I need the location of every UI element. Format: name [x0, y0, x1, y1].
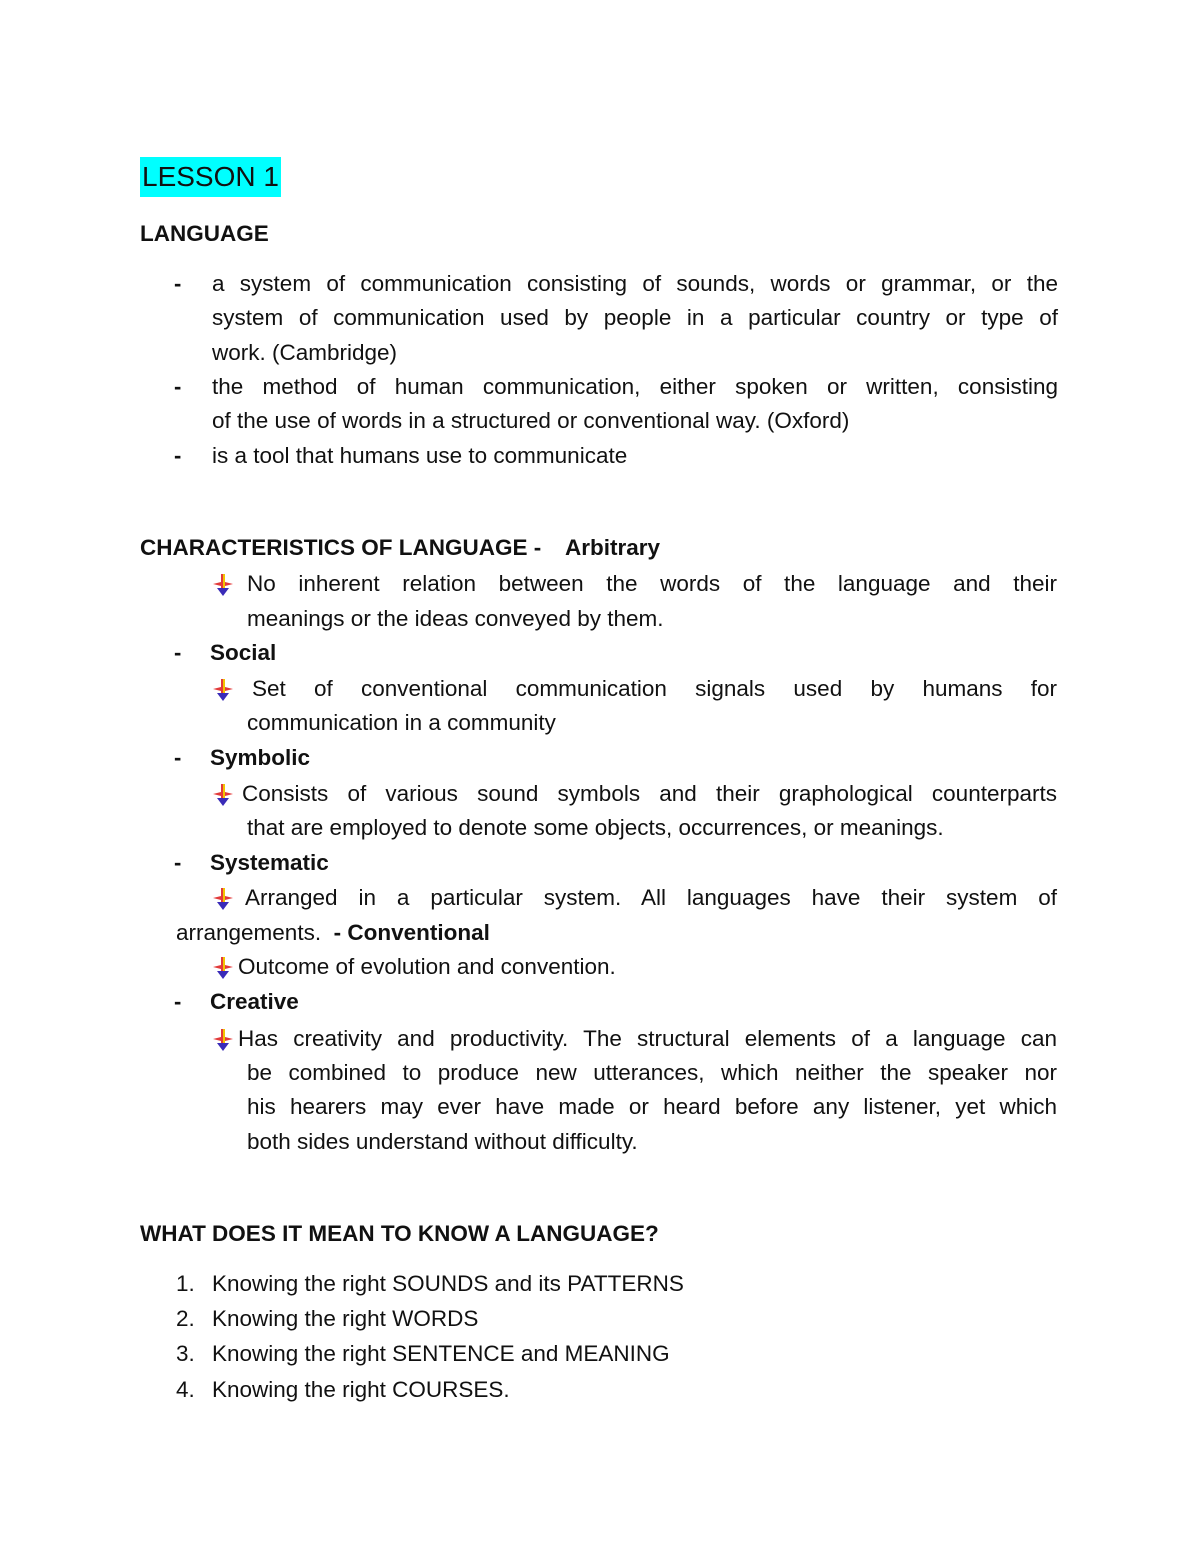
- list-number: 2.: [176, 1306, 195, 1331]
- social-line-1: Set of conventional communication signals used by humans for: [252, 676, 1057, 701]
- creative-line-4: both sides understand without difficulty.: [247, 1129, 638, 1154]
- list-number: 3.: [176, 1341, 195, 1366]
- characteristic-dash: -: [174, 745, 182, 770]
- arbitrary-line-1: No inherent relation between the words of the language and their: [247, 571, 1057, 596]
- definition-1-line-1: a system of communication consisting of sounds, words or grammar, or the: [212, 271, 1058, 296]
- definition-1-line-3: work. (Cambridge): [212, 340, 398, 365]
- characteristic-dash: -: [174, 640, 182, 665]
- definition-2-line-2: of the use of words in a structured or conventional way. (Oxford): [212, 408, 850, 433]
- characteristic-dash: -: [174, 850, 182, 875]
- list-item-text: Knowing the right WORDS: [212, 1306, 479, 1331]
- arrow-bullet-icon: [212, 573, 234, 597]
- definition-1-line-2: system of communication used by people in a particular country or type of: [212, 305, 1058, 330]
- systematic-line-2: [176, 916, 490, 950]
- list-item-text: Knowing the right SOUNDS and its PATTERNS: [212, 1271, 684, 1296]
- characteristics-heading: CHARACTERISTICS OF LANGUAGE -: [140, 535, 542, 560]
- systematic-line-1: Arranged in a particular system. All languages have their system of: [245, 885, 1057, 910]
- characteristic-name-creative: Creative: [210, 989, 299, 1014]
- definition-dash: -: [174, 271, 182, 296]
- know-language-heading: WHAT DOES IT MEAN TO KNOW A LANGUAGE?: [140, 1221, 659, 1246]
- conventional-line-1: Outcome of evolution and convention.: [238, 954, 616, 979]
- systematic-line-2-text: arrangements.: [176, 920, 322, 945]
- characteristic-name-systematic: Systematic: [210, 850, 329, 875]
- characteristic-name-social: Social: [210, 640, 277, 665]
- lesson-title: LESSON 1: [140, 157, 281, 197]
- characteristic-name-arbitrary: Arbitrary: [565, 535, 661, 560]
- arrow-bullet-icon: [212, 956, 234, 980]
- characteristic-name-symbolic: Symbolic: [210, 745, 311, 770]
- definition-dash: -: [174, 443, 182, 468]
- social-line-2: communication in a community: [247, 710, 556, 735]
- creative-line-3: his hearers may ever have made or heard before any listener, yet which: [247, 1094, 1057, 1119]
- creative-line-1: Has creativity and productivity. The structural elements of a language can: [238, 1026, 1057, 1051]
- characteristic-name-conventional: - Conventional: [333, 920, 490, 945]
- list-number: 4.: [176, 1377, 195, 1402]
- definition-dash: -: [174, 374, 182, 399]
- symbolic-line-1: Consists of various sound symbols and their graphological counterparts: [242, 781, 1057, 806]
- language-heading: LANGUAGE: [140, 221, 269, 246]
- arrow-bullet-icon: [212, 1028, 234, 1052]
- arbitrary-line-2: meanings or the ideas conveyed by them.: [247, 606, 664, 631]
- list-item-text: Knowing the right SENTENCE and MEANING: [212, 1341, 670, 1366]
- definition-3-line-1: is a tool that humans use to communicate: [212, 443, 628, 468]
- definition-2-line-1: the method of human communication, either spoken or written, consisting: [212, 374, 1058, 399]
- characteristic-dash: -: [174, 989, 182, 1014]
- symbolic-line-2: that are employed to denote some objects, occurrences, or meanings.: [247, 815, 944, 840]
- arrow-bullet-icon: [212, 783, 234, 807]
- creative-line-2: be combined to produce new utterances, which neither the speaker nor: [247, 1060, 1057, 1085]
- list-item-text: Knowing the right COURSES.: [212, 1377, 510, 1402]
- arrow-bullet-icon: [212, 678, 234, 702]
- list-number: 1.: [176, 1271, 195, 1296]
- arrow-bullet-icon: [212, 887, 234, 911]
